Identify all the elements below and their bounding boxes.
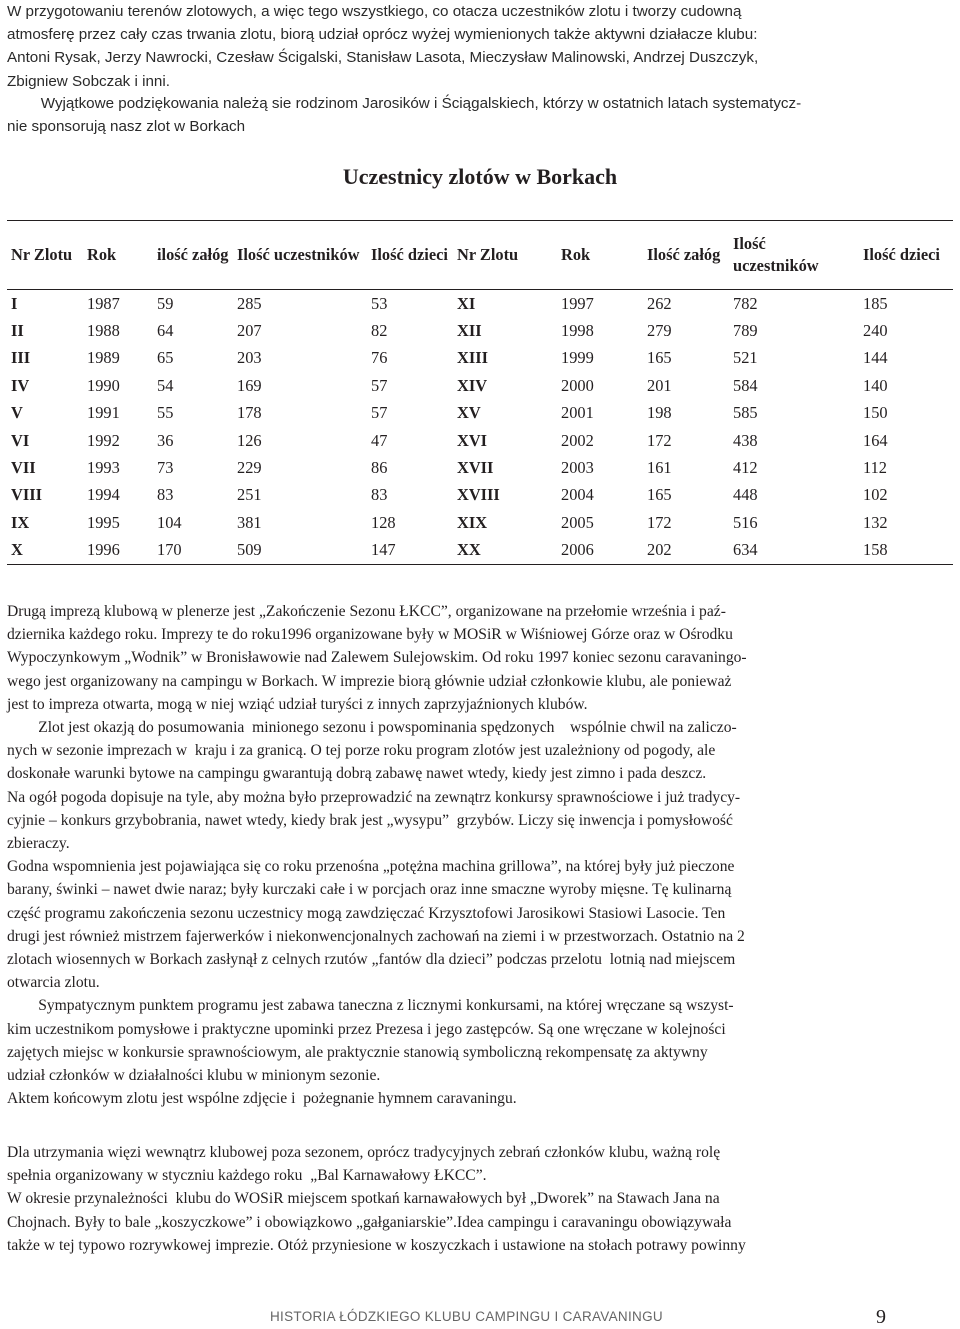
- table-cell: 86: [371, 458, 388, 478]
- text-line: jest to impreza otwarta, mogą w niej wziąć udział turyści z innych zaprzyjaźnionych klubów.: [7, 695, 588, 713]
- table-cell: 150: [863, 403, 888, 423]
- column-header: Ilość uczestników: [237, 245, 360, 264]
- table-cell: 1988: [87, 321, 120, 341]
- table-cell: 521: [733, 348, 758, 368]
- table-cell: 128: [371, 512, 396, 532]
- table-cell: 2006: [557, 537, 643, 565]
- table-cell: 140: [863, 375, 888, 395]
- text-line: zlotach wiosennych w Borkach zasłynął z celnych rzutów „fantów dla dzieci” podczas przelotu lotnią nad miejscem: [7, 951, 736, 969]
- table-cell: 1994: [87, 485, 120, 505]
- table-cell: 198: [647, 403, 672, 423]
- table-cell: 634: [729, 537, 859, 565]
- table-cell: XIV: [457, 375, 488, 395]
- table-cell: 1995: [87, 512, 120, 532]
- table-row: [7, 345, 953, 372]
- table-cell: 782: [733, 293, 758, 313]
- text-line: kim uczestnikom pomysłowe i praktyczne upominki przez Prezesa i jego zastępców. Są one wręczane w kolejności: [7, 1020, 726, 1038]
- table-cell: 83: [157, 485, 174, 505]
- table-cell: 2002: [561, 430, 594, 450]
- table-cell: XIX: [457, 512, 488, 532]
- column-header: Ilość dzieci: [863, 245, 940, 264]
- text-line: Drugą imprezą klubową w plenerze jest „Zakończenie Sezonu ŁKCC”, organizowane na przełomie września i paź-: [7, 603, 726, 620]
- table-cell: 170: [153, 537, 233, 565]
- table-cell: 279: [647, 321, 672, 341]
- table-cell: 2005: [561, 512, 594, 532]
- table-cell: XVII: [457, 458, 494, 478]
- text-line: W okresie przynależności klubu do WOSiR miejscem spotkań karnawałowych był „Dworek” na Stawach Jana na: [7, 1190, 720, 1208]
- text-line: nych w sezonie imprezach w kraju i za granicą. O tej porze roku program zlotów jest uzależniony od pogody, ale: [7, 742, 716, 760]
- table-cell: 509: [233, 537, 367, 565]
- text-line: Antoni Rysak, Jerzy Nawrocki, Czesław Ścigalski, Stanisław Lasota, Mieczysław Malinowski, Andrzej Duszczyk,: [7, 49, 759, 67]
- text-line: część programu zakończenia sezonu uczestnicy mogą zawdzięczać Krzysztofowi Jarosikowi Stasiowi Lasocie. Ten: [7, 904, 726, 922]
- text-line: Zbigniew Sobczak i inni.: [7, 72, 170, 90]
- table-cell: 82: [371, 321, 388, 341]
- text-line: cyjnie – konkurs grzybobrania, nawet wtedy, kiedy brak jest „wysypu” grzybów. Liczy się inwencja i pomysłowość: [7, 811, 733, 829]
- participants-table: [7, 220, 953, 565]
- table-cell: IV: [11, 375, 30, 395]
- table-cell: 2000: [561, 375, 594, 395]
- table-cell: XX: [453, 537, 557, 565]
- table-cell: 2004: [561, 485, 594, 505]
- table-cell: X: [7, 537, 83, 565]
- table-cell: 203: [237, 348, 262, 368]
- table-cell: 169: [237, 375, 262, 395]
- body-section-2: [7, 1141, 953, 1257]
- table-header-row: [7, 221, 953, 290]
- table-cell: 53: [371, 293, 388, 313]
- column-header: Rok: [87, 245, 117, 264]
- table-cell: 83: [371, 485, 388, 505]
- table-cell: 55: [157, 403, 174, 423]
- table-cell: 584: [733, 375, 758, 395]
- text-line: Zlot jest okazją do posumowania minionego sezonu i powspominania spędzonych wspólnie chwil na zaliczo-: [7, 719, 737, 737]
- text-line: W przygotowaniu terenów zlotowych, a więc tego wszystkiego, co otacza uczestników zlotu i tworzy cudowną: [7, 3, 742, 20]
- text-line: nie sponsorują nasz zlot w Borkach: [7, 118, 246, 136]
- table-cell: XIII: [457, 348, 488, 368]
- table-cell: 1987: [87, 293, 120, 313]
- table-cell: 1989: [87, 348, 120, 368]
- table-row: [7, 509, 953, 536]
- text-line: Na ogół pogoda dopisuje na tyle, aby można było przeprowadzić na zewnątrz konkursy sprawnościowe i już tradycy-: [7, 788, 741, 806]
- table-cell: 172: [647, 512, 672, 532]
- table-cell: 112: [863, 458, 887, 478]
- table-cell: 73: [157, 458, 174, 478]
- table-cell: XVIII: [457, 485, 500, 505]
- text-line: atmosferę przez cały czas trwania zlotu, biorą udział oprócz wyżej wymienionych także aktywni działacze klubu:: [7, 26, 758, 44]
- text-line: Aktem końcowym zlotu jest wspólne zdjęcie i pożegnanie hymnem caravaningu.: [7, 1090, 517, 1108]
- text-line: Godna wspomnienia jest pojawiająca się co roku przenośna „potężna machina grillowa”, na której były już pieczone: [7, 858, 735, 876]
- table-cell: 229: [237, 458, 262, 478]
- table-cell: I: [11, 293, 18, 313]
- text-line: doskonałe warunki bytowe na campingu gwarantują dobrą zabawę nawet wtedy, kiedy jest zimno i pada deszcz.: [7, 765, 707, 783]
- table-cell: XII: [457, 321, 482, 341]
- table-cell: 516: [733, 512, 758, 532]
- table-cell: 47: [371, 430, 388, 450]
- column-header: Ilość załóg: [647, 245, 721, 264]
- table-cell: 1992: [87, 430, 120, 450]
- footer-title: HISTORIA ŁÓDZKIEGO KLUBU CAMPINGU I CARAVANINGU: [270, 1309, 663, 1324]
- table-cell: 165: [647, 348, 672, 368]
- table-row: [7, 290, 953, 318]
- table-cell: 1997: [561, 293, 594, 313]
- table-row: [7, 372, 953, 399]
- column-header: Ilość dzieci: [371, 245, 448, 264]
- table-cell: IX: [11, 512, 30, 532]
- column-header: Nr Zlotu: [11, 245, 73, 264]
- table-cell: 147: [367, 537, 453, 565]
- table-cell: 144: [863, 348, 888, 368]
- table-title: Uczestnicy zlotów w Borkach: [342, 164, 618, 189]
- table-cell: 59: [157, 293, 174, 313]
- table-cell: 185: [863, 293, 888, 313]
- text-line: wego jest organizowany na campingu w Borkach. W imprezie biorą głównie udział członkowie klubu, ale ponieważ: [7, 672, 732, 690]
- text-line: Wypoczynkowym „Wodnik” w Bronisławowie nad Zalewem Sulejowskim. Od roku 1997 koniec sezonu caravaningo-: [7, 649, 747, 667]
- table-cell: 2003: [561, 458, 594, 478]
- table-cell: 585: [733, 403, 758, 423]
- table-cell: XV: [457, 403, 481, 423]
- table-cell: 1999: [561, 348, 594, 368]
- table-row: [7, 537, 953, 565]
- table-cell: 1990: [87, 375, 120, 395]
- table-cell: 76: [371, 348, 388, 368]
- table-cell: 178: [237, 403, 262, 423]
- table-cell: 36: [157, 430, 174, 450]
- text-line: udział członków w działalności klubu w minionym sezonie.: [7, 1067, 381, 1085]
- intro-paragraph: [7, 0, 953, 93]
- table-cell: 57: [371, 375, 388, 395]
- table-cell: 132: [863, 512, 888, 532]
- table-cell: XI: [457, 293, 476, 313]
- text-line: dziernika każdego roku. Imprezy te do roku1996 organizowane były w MOSiR w Wiśniowej Górze oraz w Ośrodku: [7, 626, 733, 644]
- text-line: Chojnach. Były to bale „koszyczkowe” i obowiązkowo „gałganiarskie”.Idea campingu i caravaningu obowiązywała: [7, 1213, 732, 1231]
- table-cell: 1993: [87, 458, 120, 478]
- table-cell: 285: [237, 293, 262, 313]
- table-cell: 104: [157, 512, 182, 532]
- table-cell: 202: [643, 537, 729, 565]
- table-cell: VII: [11, 458, 36, 478]
- table-cell: 412: [733, 458, 758, 478]
- table-cell: 251: [237, 485, 262, 505]
- column-header: Ilość uczestników: [733, 234, 819, 275]
- table-cell: 165: [647, 485, 672, 505]
- text-line: Wyjątkowe podziękowania należą sie rodzinom Jarosików i Ściągalskiech, którzy w ostatnich latach systematycz-: [7, 95, 802, 112]
- table-row: [7, 400, 953, 427]
- text-line: otwarcia zlotu.: [7, 974, 100, 992]
- table-cell: 438: [733, 430, 758, 450]
- table-cell: III: [11, 348, 31, 368]
- column-header: ilość załóg: [157, 245, 229, 264]
- table-cell: 1991: [87, 403, 120, 423]
- column-header: Rok: [561, 245, 591, 264]
- table-cell: 381: [237, 512, 262, 532]
- table-row: [7, 454, 953, 481]
- text-line: Dla utrzymania więzi wewnątrz klubowej poza sezonem, oprócz tradycyjnych zebrań członków klubu, ważną rolę: [7, 1144, 721, 1161]
- table-body: [7, 290, 953, 565]
- table-cell: 448: [733, 485, 758, 505]
- table-cell: 240: [863, 321, 888, 341]
- table-cell: 262: [647, 293, 672, 313]
- text-line: także w tej typowo rozrywkowej imprezie. Otóż przyniesione w koszyczkach i ustawione na stołach potrawy powinny: [7, 1236, 746, 1254]
- table-cell: 172: [647, 430, 672, 450]
- table-cell: 1996: [83, 537, 153, 565]
- page-number: 9: [876, 1306, 886, 1328]
- text-line: barany, świnki – nawet dwie naraz; były kurczaki całe i w porcjach oraz inne smaczne wyroby mięsne. Tę kulinarną: [7, 881, 732, 899]
- thanks-paragraph: [7, 92, 953, 138]
- table-cell: 102: [863, 485, 888, 505]
- table-cell: XVI: [457, 430, 488, 450]
- table-cell: 54: [157, 375, 174, 395]
- table-row: [7, 482, 953, 509]
- table-cell: 2001: [561, 403, 594, 423]
- table-cell: V: [11, 403, 23, 423]
- text-line: spełnia organizowany w styczniu każdego roku „Bal Karnawałowy ŁKCC”.: [7, 1167, 487, 1185]
- table-row: [7, 427, 953, 454]
- table-cell: VI: [11, 430, 30, 450]
- table-cell: 57: [371, 403, 388, 423]
- table-cell: 158: [859, 537, 953, 565]
- text-line: drugi jest również mistrzem fajerwerków i niekonwencjonalnych zachowań na ziemi i w przestworzach. Ostatnio na 2: [7, 927, 745, 945]
- table-cell: 201: [647, 375, 672, 395]
- table-cell: 65: [157, 348, 174, 368]
- text-line: zbieraczy.: [7, 835, 70, 853]
- table-cell: 789: [733, 321, 758, 341]
- table-cell: VIII: [11, 485, 42, 505]
- text-line: Sympatycznym punktem programu jest zabawa taneczna z licznymi konkursami, na której wręczane są wszyst-: [7, 997, 734, 1015]
- column-header: Nr Zlotu: [457, 245, 519, 264]
- table-cell: 126: [237, 430, 262, 450]
- table-cell: 161: [647, 458, 672, 478]
- body-section: [7, 600, 953, 1110]
- table-row: [7, 317, 953, 344]
- table-cell: 64: [157, 321, 174, 341]
- text-line: zajętych miejsc w konkursie sprawnościowym, ale praktycznie stanowią symboliczną rekompensatę za aktywny: [7, 1043, 708, 1061]
- table-cell: 1998: [561, 321, 594, 341]
- table-cell: 164: [863, 430, 888, 450]
- table-cell: II: [11, 321, 24, 341]
- table-cell: 207: [237, 321, 262, 341]
